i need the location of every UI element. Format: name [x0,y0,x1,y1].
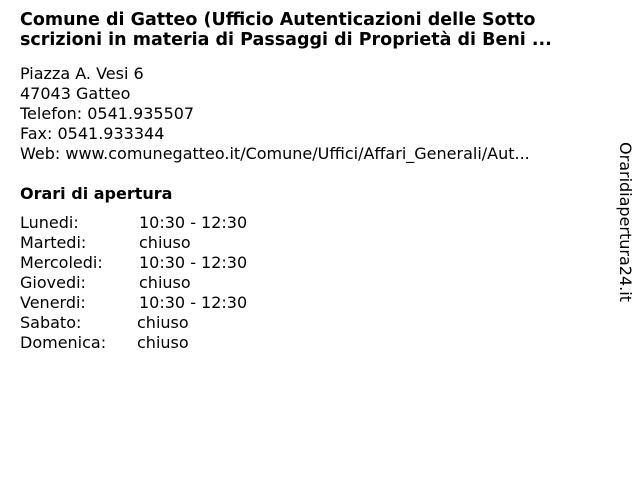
page-title [20,10,620,50]
hours-value: chiuso [137,313,189,332]
page-title-line-1: Comune di Gatteo (Ufficio Autenticazioni delle Sotto [20,10,536,30]
day-label: Lunedi: [20,213,79,232]
address-city: 47043 Gatteo [20,84,131,103]
day-label: Martedi: [20,233,87,252]
day-label: Venerdi: [20,293,86,312]
watermark-text: Oraridiapertura24.it [616,142,635,302]
hours-value: 10:30 - 12:30 [139,253,248,272]
contact-block [20,64,530,164]
fax-number: Fax: 0541.933344 [20,124,165,143]
page-title-line-2: scrizioni in materia di Passaggi di Proprietà di Beni ... [20,30,552,50]
day-label: Domenica: [20,333,107,352]
hours-value: 10:30 - 12:30 [139,213,248,232]
hours-value: chiuso [139,273,191,292]
website-link[interactable]: Web: www.comunegatteo.it/Comune/Uffici/Affari_Generali/Aut... [20,144,530,163]
hours-value: chiuso [137,333,189,352]
address-street: Piazza A. Vesi 6 [20,64,144,83]
day-label: Sabato: [20,313,82,332]
site-watermark [611,136,639,308]
day-label: Giovedi: [20,273,86,292]
day-label: Mercoledi: [20,253,103,272]
opening-hours-heading: Orari di apertura [20,184,173,203]
hours-value: 10:30 - 12:30 [139,293,248,312]
phone-number: Telefon: 0541.935507 [20,104,195,123]
hours-value: chiuso [139,233,191,252]
